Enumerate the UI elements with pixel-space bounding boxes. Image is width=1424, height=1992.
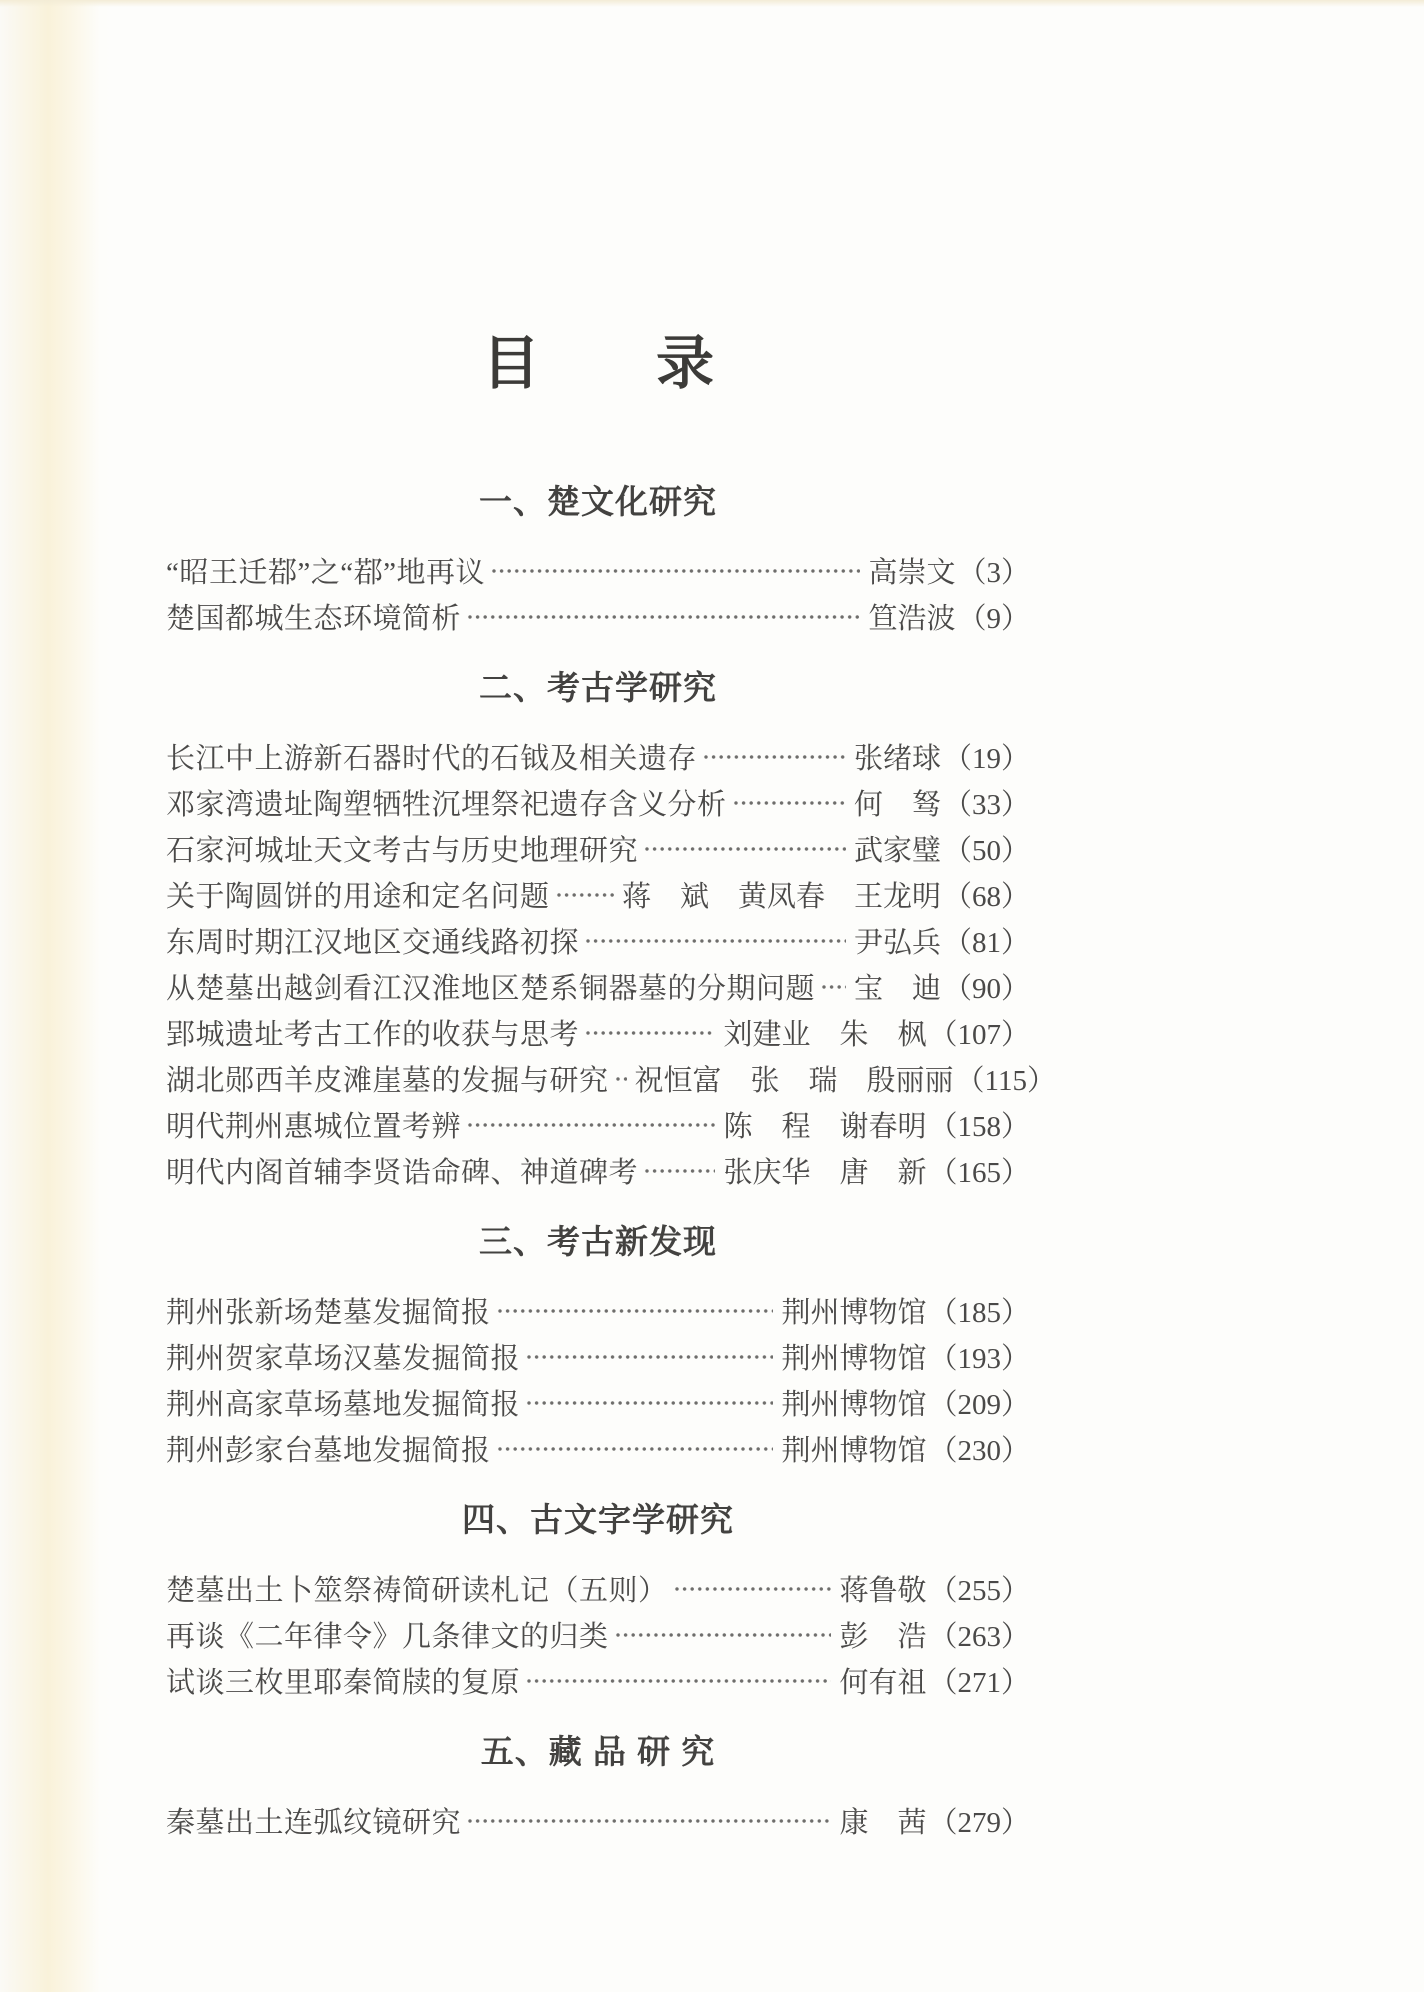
entry-authors: 蒋鲁敬 — [839, 1574, 927, 1607]
entry-page-number: （271） — [928, 1666, 1030, 1699]
entry-page-number: （50） — [942, 834, 1030, 867]
dot-leader — [467, 614, 860, 620]
entry-authors: 荆州博物馆 — [781, 1342, 927, 1375]
entry-page-number: （263） — [928, 1620, 1030, 1653]
entry-authors: 祝恒富 张 瑞 殷丽丽 — [634, 1064, 954, 1097]
entry-page-number: （33） — [942, 788, 1030, 821]
entry-page-number: （9） — [957, 602, 1030, 635]
dot-leader — [644, 846, 846, 852]
toc-entry — [166, 1287, 1030, 1333]
entry-page-number: （185） — [928, 1296, 1030, 1329]
entry-authors: 刘建业 朱 枫 — [723, 1018, 927, 1051]
section-entries — [166, 733, 1056, 1193]
entry-title: 从楚墓出越剑看江汉淮地区楚系铜器墓的分期问题 — [166, 972, 816, 1005]
section-heading: 三、考古新发现 — [479, 1223, 717, 1260]
dot-leader — [615, 1632, 832, 1638]
section-heading: 五、藏 品 研 究 — [480, 1733, 716, 1770]
toc-section — [166, 1193, 1030, 1471]
entry-title: 东周时期江汉地区交通线路初探 — [166, 926, 580, 959]
dot-leader — [585, 938, 846, 944]
dot-leader — [526, 1400, 773, 1406]
section-entries — [166, 1565, 1030, 1703]
toc-section — [166, 453, 1030, 639]
entry-page-number: （193） — [928, 1342, 1030, 1375]
dot-leader — [821, 984, 846, 990]
entry-title: 湖北郧西羊皮滩崖墓的发掘与研究 — [166, 1064, 609, 1097]
entry-title: 荆州彭家台墓地发掘简报 — [166, 1434, 491, 1467]
section-entries — [166, 547, 1030, 639]
dot-leader — [491, 568, 860, 574]
entry-title: 秦墓出土连弧纹镜研究 — [166, 1806, 462, 1839]
section-heading: 一、楚文化研究 — [479, 483, 717, 520]
toc-section — [166, 1703, 1030, 1843]
entry-title: 再谈《二年律令》几条律文的归类 — [166, 1620, 609, 1653]
entry-page-number: （90） — [942, 972, 1030, 1005]
toc-entry — [166, 1055, 1056, 1101]
entry-title: 荆州张新场楚墓发掘简报 — [166, 1296, 491, 1329]
toc-sections — [166, 453, 1056, 1843]
dot-leader — [615, 1076, 627, 1082]
entry-authors: 荆州博物馆 — [781, 1434, 927, 1467]
toc-entry — [166, 1425, 1030, 1471]
entry-authors: 康 茜 — [839, 1806, 927, 1839]
toc-section — [166, 639, 1056, 1193]
entry-authors: 尹弘兵 — [853, 926, 941, 959]
toc-entry — [166, 1009, 1030, 1055]
entry-authors: 何 驽 — [853, 788, 941, 821]
dot-leader — [733, 800, 846, 806]
entry-authors: 何有祖 — [839, 1666, 927, 1699]
entry-authors: 武家璧 — [853, 834, 941, 867]
entry-page-number: （3） — [957, 556, 1030, 589]
entry-authors: 张绪球 — [853, 742, 941, 775]
entry-page-number: （230） — [928, 1434, 1030, 1467]
entry-title: 楚国都城生态环境简析 — [166, 602, 462, 635]
toc-entry — [166, 1565, 1030, 1611]
entry-authors: 彭 浩 — [839, 1620, 927, 1653]
dot-leader — [467, 1818, 831, 1824]
entry-title: 长江中上游新石器时代的石钺及相关遗存 — [166, 742, 698, 775]
dot-leader — [644, 1168, 715, 1174]
entry-title: “昭王迁鄀”之“鄀”地再议 — [166, 556, 485, 589]
entry-page-number: （209） — [928, 1388, 1030, 1421]
entry-authors: 荆州博物馆 — [781, 1296, 927, 1329]
entry-page-number: （115） — [955, 1064, 1056, 1097]
entry-title: 试谈三枚里耶秦简牍的复原 — [166, 1666, 521, 1699]
toc-entry — [166, 593, 1030, 639]
entry-authors: 宝 迪 — [853, 972, 941, 1005]
dot-leader — [674, 1586, 832, 1592]
toc-entry — [166, 779, 1030, 825]
toc-entry — [166, 1333, 1030, 1379]
entry-title: 关于陶圆饼的用途和定名问题 — [166, 880, 550, 913]
toc-entry — [166, 1657, 1030, 1703]
entry-page-number: （81） — [942, 926, 1030, 959]
toc-entry — [166, 547, 1030, 593]
entry-title: 邓家湾遗址陶塑牺牲沉埋祭祀遗存含义分析 — [166, 788, 727, 821]
entry-title: 明代荆州惠城位置考辨 — [166, 1110, 462, 1143]
toc-entry — [166, 917, 1030, 963]
toc-entry — [166, 963, 1030, 1009]
toc-entry — [166, 1797, 1030, 1843]
dot-leader — [703, 754, 846, 760]
entry-page-number: （255） — [928, 1574, 1030, 1607]
toc-entry — [166, 1379, 1030, 1425]
section-entries — [166, 1797, 1030, 1843]
toc-section — [166, 1471, 1030, 1703]
dot-leader — [497, 1308, 774, 1314]
page-title: 目 录 — [481, 331, 714, 396]
dot-leader — [526, 1354, 773, 1360]
entry-title: 荆州贺家草场汉墓发掘简报 — [166, 1342, 521, 1375]
entry-title: 郢城遗址考古工作的收获与思考 — [166, 1018, 580, 1051]
toc-entry — [166, 1147, 1030, 1193]
entry-authors: 笪浩波 — [868, 602, 956, 635]
entry-title: 明代内阁首辅李贤诰命碑、神道碑考 — [166, 1156, 639, 1189]
entry-authors: 陈 程 谢春明 — [723, 1110, 927, 1143]
entry-page-number: （279） — [928, 1806, 1030, 1839]
dot-leader — [585, 1030, 715, 1036]
dot-leader — [467, 1122, 715, 1128]
entry-page-number: （68） — [942, 880, 1030, 913]
entry-page-number: （165） — [928, 1156, 1030, 1189]
toc-entry — [166, 871, 1030, 917]
section-heading: 四、古文字学研究 — [462, 1501, 734, 1538]
entry-page-number: （107） — [928, 1018, 1030, 1051]
dot-leader — [497, 1446, 774, 1452]
toc-entry — [166, 1611, 1030, 1657]
entry-title: 石家河城址天文考古与历史地理研究 — [166, 834, 639, 867]
entry-title: 荆州高家草场墓地发掘简报 — [166, 1388, 521, 1421]
entry-authors: 蒋 斌 黄凤春 王龙明 — [621, 880, 941, 913]
toc-entry — [166, 733, 1030, 779]
section-heading: 二、考古学研究 — [479, 669, 717, 706]
entry-authors: 荆州博物馆 — [781, 1388, 927, 1421]
entry-page-number: （19） — [942, 742, 1030, 775]
toc-entry — [166, 1101, 1030, 1147]
toc-entry — [166, 825, 1030, 871]
entry-page-number: （158） — [928, 1110, 1030, 1143]
entry-authors: 张庆华 唐 新 — [723, 1156, 927, 1189]
dot-leader — [556, 892, 614, 898]
dot-leader — [526, 1678, 831, 1684]
section-entries — [166, 1287, 1030, 1471]
entry-authors: 高崇文 — [868, 556, 956, 589]
entry-title: 楚墓出土卜筮祭祷简研读札记（五则） — [166, 1574, 668, 1607]
